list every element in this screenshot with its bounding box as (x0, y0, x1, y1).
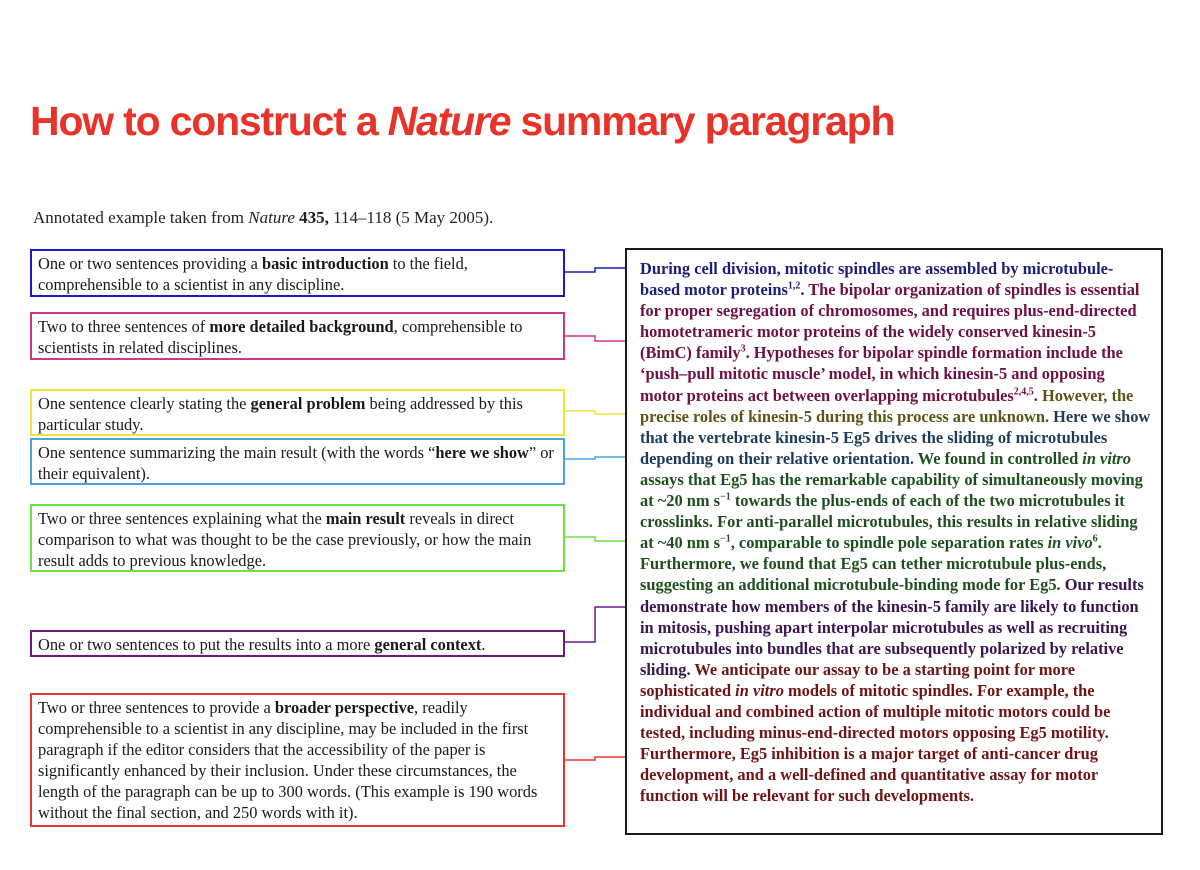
annotation-text: Two to three sentences of (38, 317, 210, 336)
annotation-text: , readily comprehensible to a scientist in any discipline, may be included in the first paragraph if the editor considers that the accessibility of the paper is significantly enhanced by their inclusion. Under these circumstances, the length of the paragraph can be up to 300 words. (This example is 190 words without the final section, and 250 words with it). (38, 698, 538, 822)
sentence-main-result: Here we show that the vertebrate kinesin-5 Eg5 drives the sliding of microtubules depending on their relative orientation. (640, 406, 1151, 468)
annotation-text: being addressed by this particular study. (38, 394, 523, 434)
annotation-keyword: general context (374, 635, 482, 654)
sentence-perspective: We anticipate our assay to be a starting point for more sophisticated in vitro models of mitotic spindles. For example, the individual and combined action of multiple mitotic motors could be tested, including minus-end-directed motors opposing Eg5 motility. Furthermore, Eg5 inhibition is a major target of anti-cancer drug development, and a well-defined and quantitative assay for motor function will be relevant for such developments. (640, 659, 1111, 806)
annotation-text: , comprehensible to scientists in related disciplines. (38, 317, 523, 357)
sentence-context: Our results demonstrate how members of the kinesin-5 family are likely to function in mitosis, pushing apart interpolar microtubules as well as recruiting microtubules into bundles that are subsequently polarized by relative sliding. (640, 575, 1144, 679)
annotation-text: reveals in direct comparison to what was thought to be the case previously, or how the main result adds to previous knowledge. (38, 509, 532, 570)
annotation-text: to the field, comprehensible to a scientist in any discipline. (38, 254, 468, 294)
annotation-keyword: basic introduction (261, 254, 389, 273)
connector-perspective (565, 757, 625, 760)
annotation-text: ” or their equivalent). (38, 443, 554, 483)
annotation-keyword: general problem (250, 394, 366, 413)
sentence-problem: However, the precise roles of kinesin-5 during this process are unknown. (640, 385, 1134, 426)
page-title: How to construct a Nature summary paragraph (30, 98, 895, 144)
annotation-text: Two or three sentences to provide a (38, 698, 275, 717)
connector-problem (565, 411, 625, 414)
annotation-text: . (481, 635, 486, 654)
annotation-text: One sentence clearly stating the (38, 394, 251, 413)
annotation-keyword: main result (325, 509, 406, 528)
annotation-keyword: broader perspective (274, 698, 415, 717)
sentence-reveals: We found in controlled in vitro assays that Eg5 has the remarkable capability of simultaneously moving at ~20 nm $s^{-1}$ towards the plus-ends of each of the two microtubules it crosslinks. For anti-parallel microtubules, this results in relative sliding at ~40 nm $s^{-1}$, comparable to spindle pole separation rates in vivo$^6$. Furthermore, we found that Eg5 can tether microtubule plus-ends, suggesting an additional microtubule-binding mode for Eg5. (640, 448, 1143, 595)
connector-intro (565, 268, 625, 272)
annotation-keyword: more detailed background (209, 317, 394, 336)
sentence-intro: During cell division, mitotic spindles are assembled by microtubule-based motor proteins$^{1,2}$. (640, 259, 1114, 300)
source-citation: Annotated example taken from Nature 435, 114–118 (5 May 2005). (33, 208, 494, 227)
connector-context (565, 607, 625, 642)
annotation-text: One sentence summarizing the main result (with the words “ (38, 443, 436, 462)
connector-main-result (565, 457, 625, 459)
connector-reveals (565, 537, 625, 541)
abstract-paragraph (625, 248, 1163, 835)
sentence-background: The bipolar organization of spindles is essential for proper segregation of chromosomes, and requires plus-end-directed homotetrameric motor proteins of the widely conserved kinesin-5 (BimC) family$^3$. Hypotheses for bipolar spindle formation include the ‘push–pull mitotic muscle’ model, in which kinesin-5 and opposing motor proteins act between overlapping microtubules$^{2,4,5}$. (640, 280, 1140, 405)
connector-background (565, 336, 625, 341)
annotation-text: Two or three sentences explaining what the (38, 509, 326, 528)
annotation-keyword: here we show (435, 443, 529, 462)
annotation-text: One or two sentences providing a (38, 254, 262, 273)
annotation-text: One or two sentences to put the results into a more (38, 635, 375, 654)
